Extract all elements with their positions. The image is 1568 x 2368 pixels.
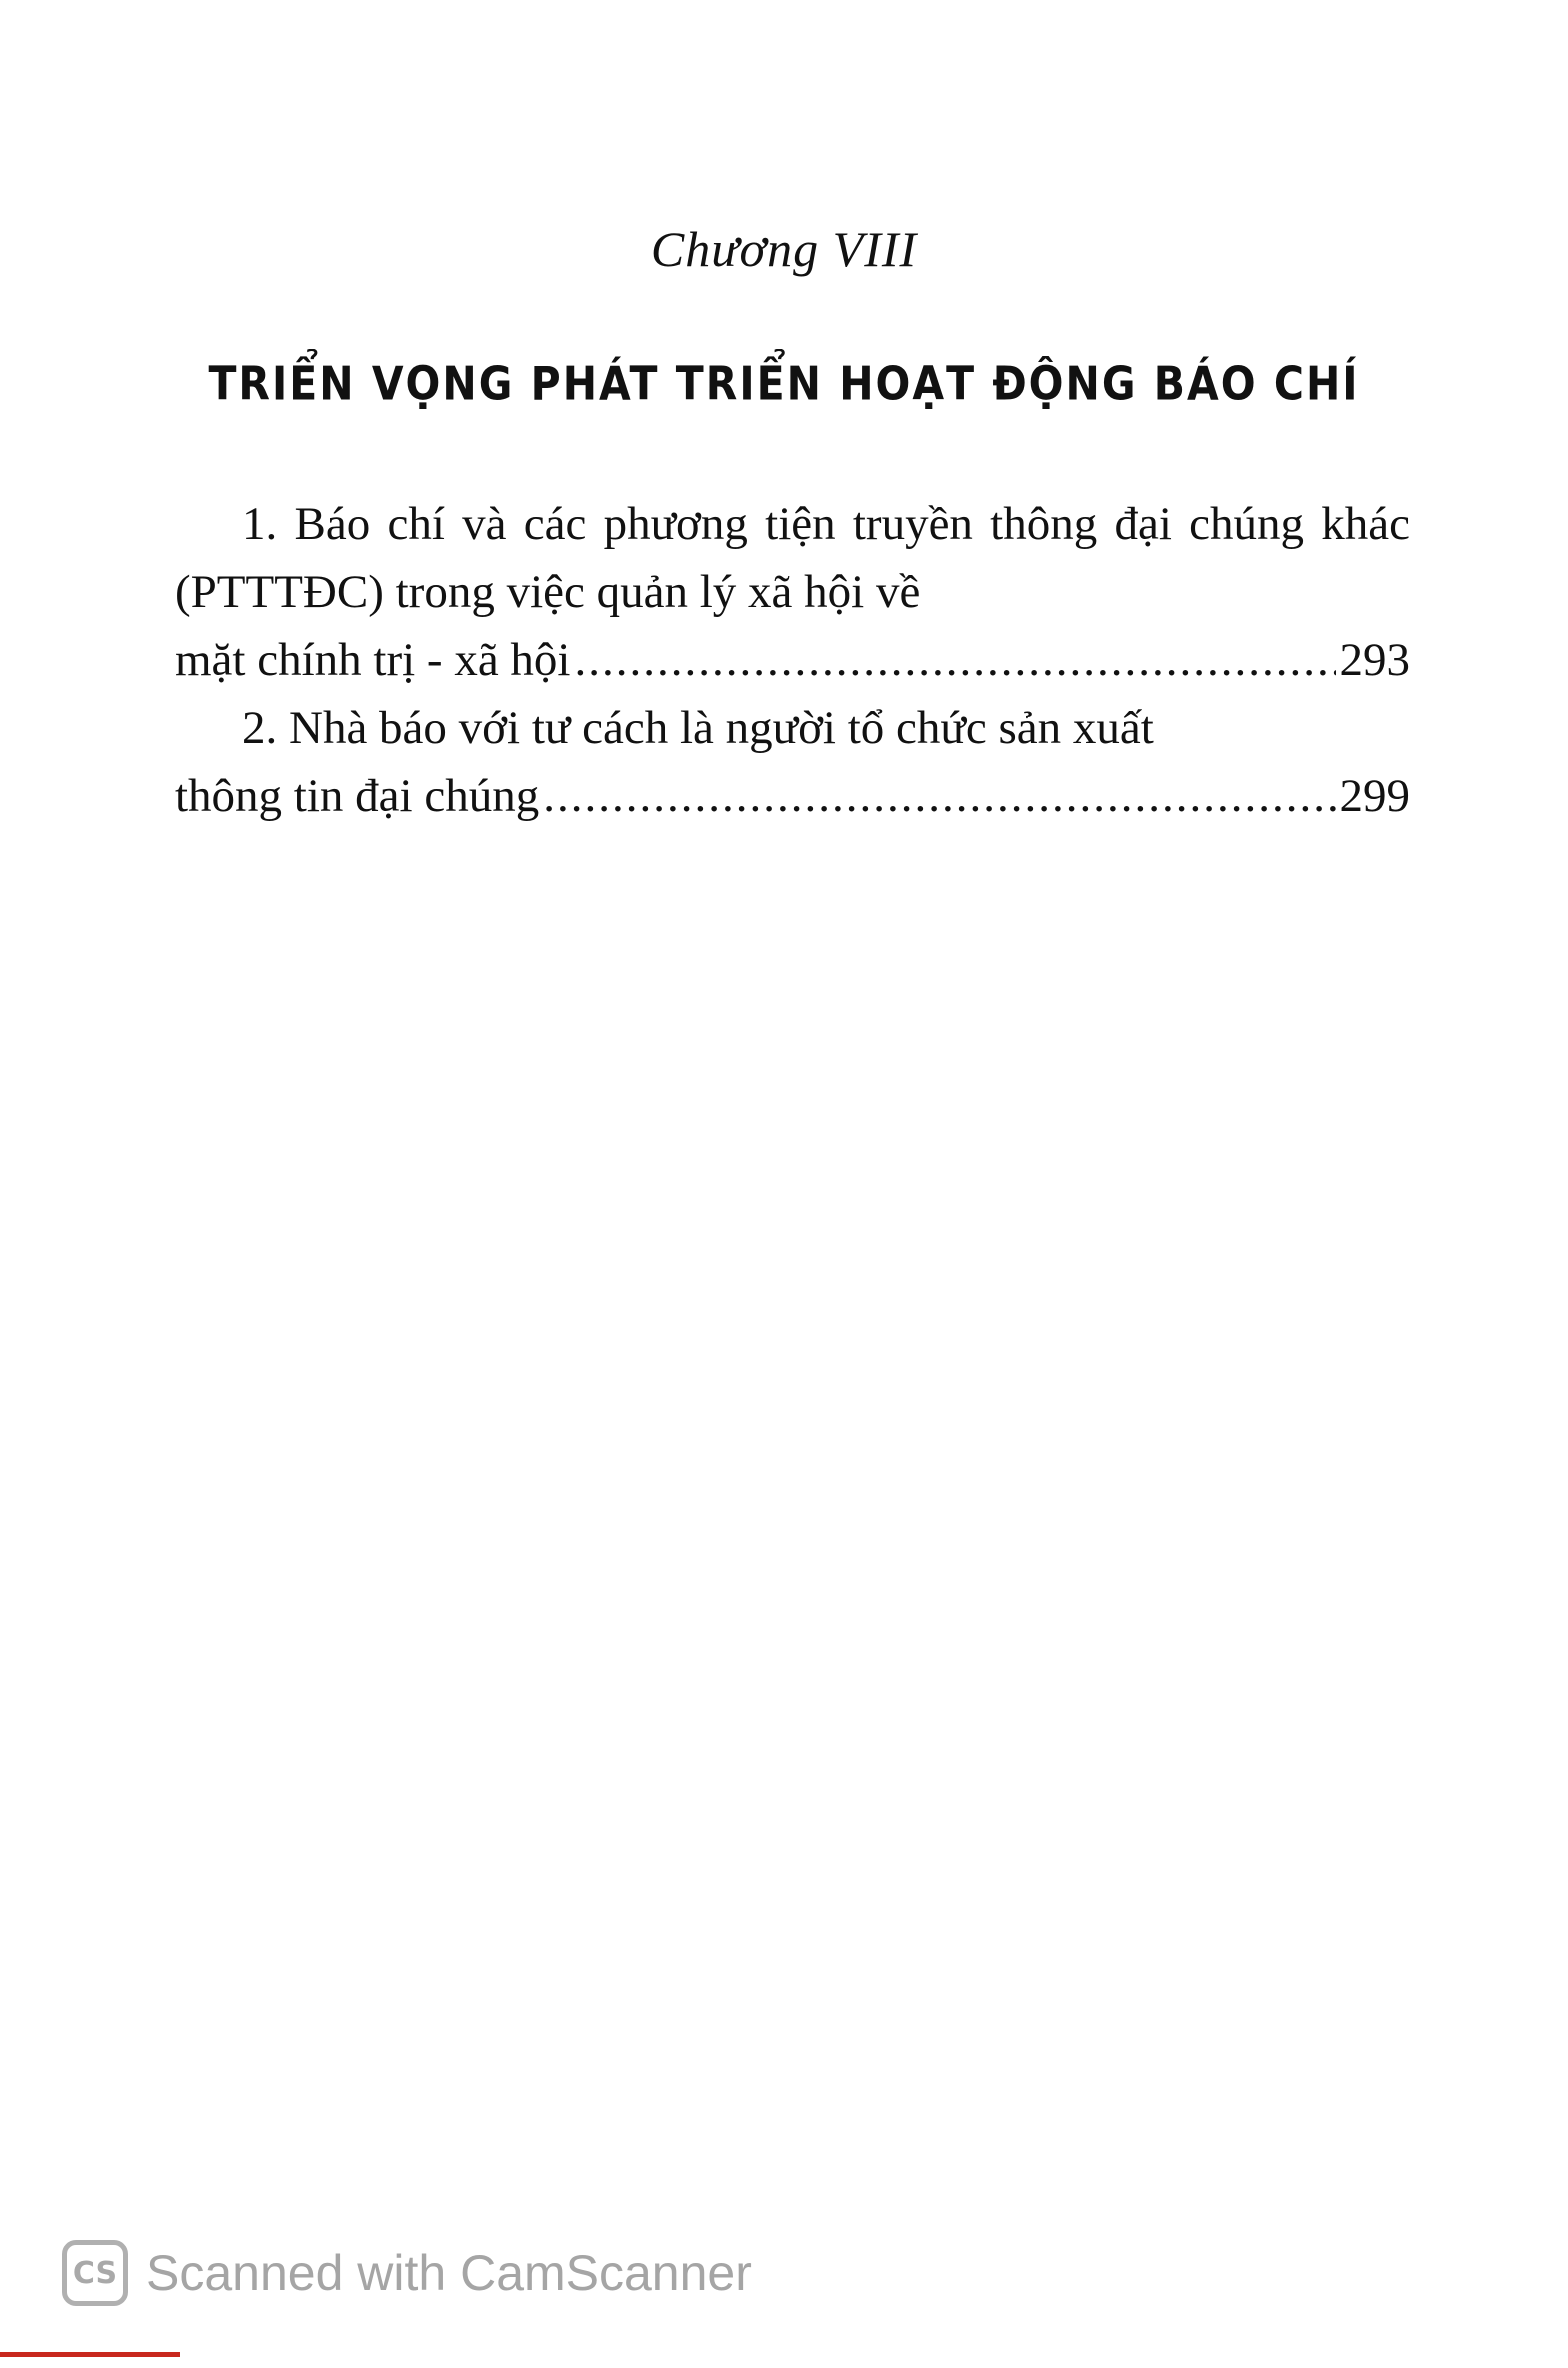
watermark-text: Scanned with CamScanner xyxy=(146,2245,752,2301)
toc-entry xyxy=(175,490,1410,694)
toc-entry-last-text: thông tin đại chúng xyxy=(175,770,540,822)
toc-entry-last-line xyxy=(175,762,1410,830)
table-of-contents xyxy=(175,490,1410,830)
toc-dot-leader xyxy=(543,762,1335,830)
camscanner-watermark xyxy=(62,2240,752,2306)
chapter-label: Chương VIII xyxy=(650,221,918,277)
toc-entry-last-line xyxy=(175,626,1410,694)
page-edge-mark xyxy=(0,2352,180,2357)
toc-page-number: 299 xyxy=(1339,770,1410,822)
toc-entry xyxy=(175,694,1410,830)
chapter-title: TRIỂN VỌNG PHÁT TRIỂN HOẠT ĐỘNG BÁO CHÍ xyxy=(208,357,1360,411)
toc-entry-last-text: mặt chính trị - xã hội xyxy=(175,634,571,686)
toc-entry-text: 2. Nhà báo với tư cách là người tổ chức sản xuất xyxy=(242,702,1154,754)
toc-dot-leader xyxy=(574,626,1335,694)
toc-entry-text: 1. Báo chí và các phương tiện truyền thông đại chúng khác (PTTTĐC) trong việc quản lý xã hội về xyxy=(175,498,1410,618)
toc-page-number: 293 xyxy=(1339,634,1410,686)
camscanner-logo-icon: CS xyxy=(62,2240,128,2306)
